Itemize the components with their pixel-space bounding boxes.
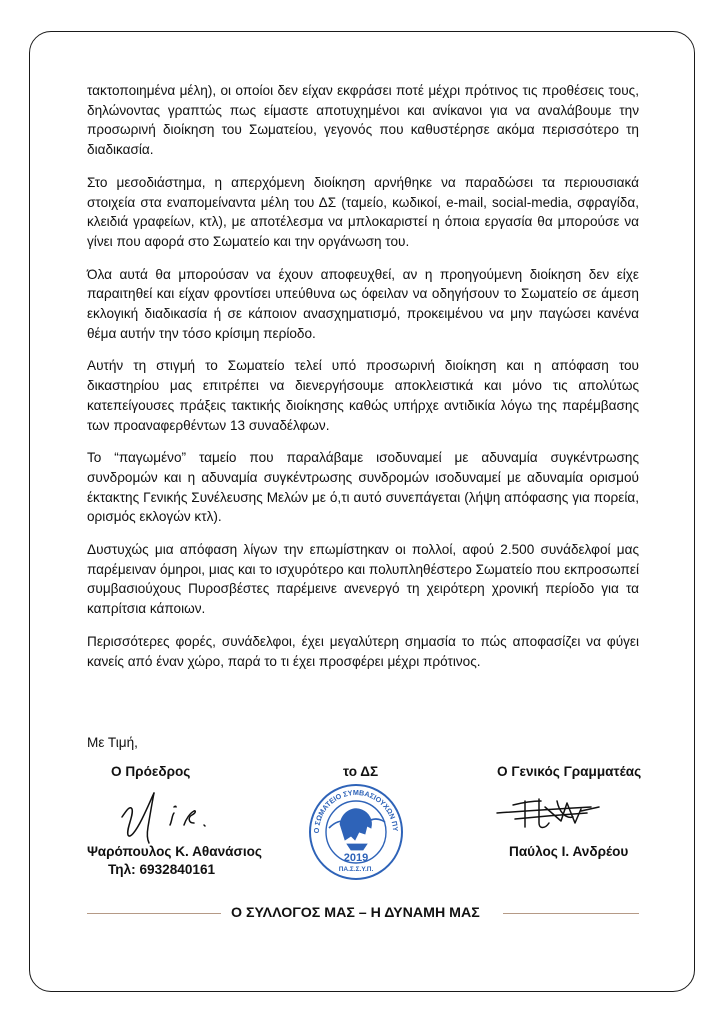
association-seal bbox=[307, 782, 405, 882]
secretary-title: Ο Γενικός Γραμματέας bbox=[497, 764, 642, 779]
president-title: Ο Πρόεδρος bbox=[111, 764, 191, 779]
board-label: το ΔΣ bbox=[343, 764, 379, 779]
seal-abbr: ΠΑ.Σ.Σ.Υ.Π. bbox=[338, 866, 374, 873]
footer-motto: Ο ΣΥΛΛΟΓΟΣ ΜΑΣ – Η ΔΥΝΑΜΗ ΜΑΣ bbox=[231, 905, 480, 921]
paragraph: Περισσότερες φορές, συνάδελφοι, έχει μεγαλύτερη σημασία το πώς αποφασίζει να φύγει κανείς από έναν χώρο, παρά το τι έχει προσφέρει μέχρι πρότινος. bbox=[87, 633, 639, 669]
secretary-name: Παύλος Ι. Ανδρέου bbox=[509, 844, 629, 859]
footer-rule-right bbox=[503, 913, 639, 914]
paragraph: τακτοποιημένα μέλη), οι οποίοι δεν είχαν εκφράσει ποτέ μέχρι πρότινος τις προθέσεις τους, δηλώνοντας γραπτώς πως είμαστε αποτυχημένοι και ανίκανοι για να αναλάβουμε την προσωρινή διοίκηση του Σωματείου, γεγονός που καθυστέρησε ακόμα περισσότερο τη διαδικασία. bbox=[87, 83, 639, 158]
paragraph: Δυστυχώς μια απόφαση λίγων την επωμίστηκαν οι πολλοί, αφού 2.500 συνάδελφοί μας παρέμειναν όμηροι, μιας και το ισχυρότερο και πολυπληθέστερο Σωματείο που εκπροσωπεί συμβασιούχους Πυροσβέστες παρέμεινε ανενεργό τη χειρότερη χρονική περίοδο για τα καπρίτσια κάποιων. bbox=[87, 542, 639, 617]
seal-year: 2019 bbox=[343, 852, 369, 864]
letter-body bbox=[87, 81, 639, 684]
paragraph: Όλα αυτά θα μπορούσαν να έχουν αποφευχθεί, αν η προηγούμενη διοίκηση δεν είχε παραιτηθεί και είχαν φροντίσει υπεύθυνα ως όφειλαν να οδηγήσουν το Σωματείο σε άμεση εκλογική διαδικασία ή σε κάποιον ανασχηματισμό, προκειμένου να μην παγώσει κανένα θέμα αυτήν την τόσο κρίσιμη περίοδο. bbox=[87, 266, 639, 341]
footer-rule-left bbox=[87, 913, 221, 914]
paragraph: Αυτήν τη στιγμή το Σωματείο τελεί υπό προσωρινή διοίκηση και η απόφαση του δικαστηρίου μας επιτρέπει να διενεργήσουμε αποκλειστικά και μόνο τις απολύτως κατεπείγουσες πράξεις τακτικής διοίκησης καθώς υπήρχε αντιδικία λόγω της παρέμβασης των προαναφερθέντων 13 συναδέλφων. bbox=[87, 358, 639, 433]
paragraph: Στο μεσοδιάστημα, η απερχόμενη διοίκηση αρνήθηκε να παραδώσει τα περιουσιακά στοιχεία στα εναπομείναντα μέλη του ΔΣ (ταμείο, κωδικοί, e-mail, social-media, σφραγίδα, κλειδιά γραφείων, κτλ), με αποτέλεσμα να μπλοκαριστεί η όποια εργασία θα μπορούσε να γίνει που αφορά στο Σωματείο και την οργάνωση του. bbox=[87, 174, 639, 249]
president-name: Ψαρόπουλος Κ. Αθανάσιος bbox=[87, 844, 262, 859]
president-phone: Τηλ: 6932840161 bbox=[108, 862, 216, 877]
paragraph: Το “παγωμένο” ταμείο που παραλάβαμε ισοδυναμεί με αδυναμία συγκέντρωσης συνδρομών και η αδυναμία συγκέντρωσης συνδρομών ισοδυναμεί με αδυναμία ορισμού έκτακτης Γενικής Συνέλευσης Μελών με ό,τι αυτό συνεπάγεται (λήψη απόφασης για πορεία, ορισμός εκλογών κτλ). bbox=[87, 450, 639, 525]
seal-ring-text: Ο ΣΩΜΑΤΕΙΟ ΣΥΜΒΑΣΙΟΥΧΩΝ ΠΥ bbox=[311, 787, 401, 834]
closing-text: Με Τιμή, bbox=[87, 735, 138, 750]
